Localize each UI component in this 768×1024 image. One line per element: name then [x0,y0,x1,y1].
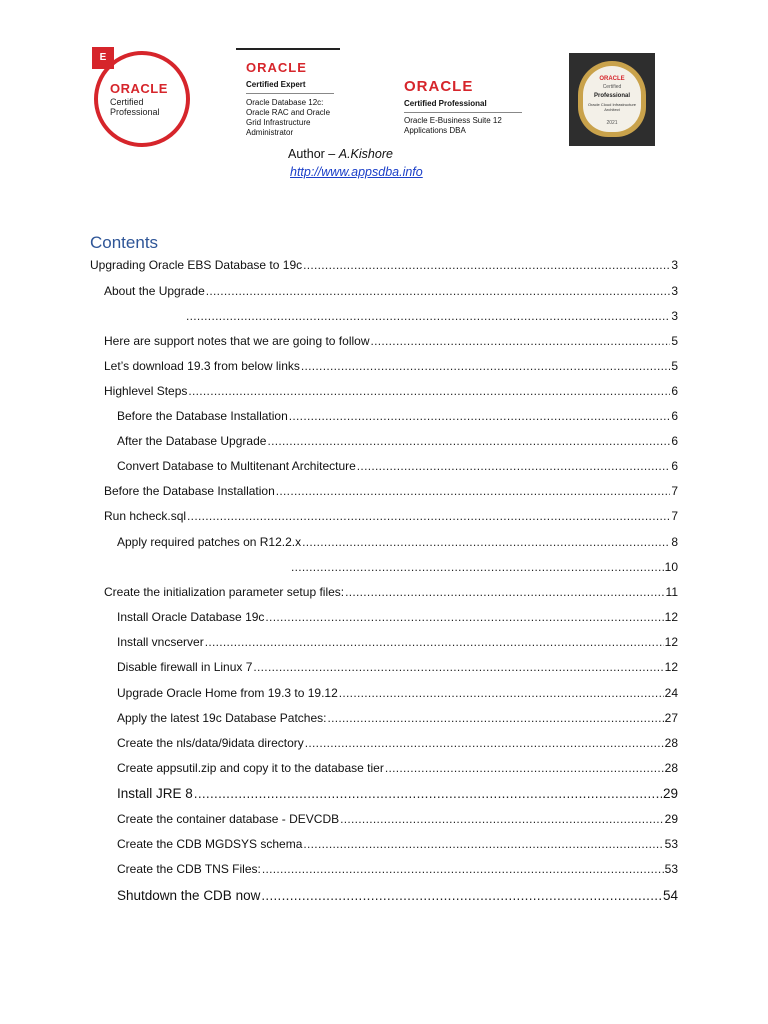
toc-entry[interactable]: ..... 3 [185,309,678,327]
toc-entry[interactable]: Before the Database Installation ..... 6 [117,409,678,427]
toc-entry[interactable]: Apply the latest 19c Database Patches: ..... 27 [117,711,678,729]
oracle-certified-expert-badge [236,48,342,144]
badge-tab: E [92,47,114,69]
toc-entry[interactable]: Let’s download 19.3 from below links ..... 5 [104,359,678,377]
toc-entry[interactable]: After the Database Upgrade ..... 6 [117,434,678,452]
toc-entry[interactable]: Create appsutil.zip and copy it to the database tier ..... 28 [117,761,678,779]
toc-entry[interactable]: Run hcheck.sql ..... 7 [104,509,678,527]
toc-entry[interactable]: Install vncserver ..... 12 [117,635,678,653]
badge-level: Certified Expert [246,80,306,89]
badge-brand: ORACLE [246,60,307,75]
toc-entry[interactable]: About the Upgrade ..... 3 [104,284,678,302]
badge-divider [246,93,334,94]
author-name: A.Kishore [338,147,393,161]
badge-top-bar [236,48,340,50]
toc-entry[interactable]: Upgrading Oracle EBS Database to 19c ..... 3 [90,258,678,276]
badge-description: Oracle Database 12c: Oracle RAC and Oracle Grid Infrastructure Administrator [246,98,331,137]
shield-inner: ORACLE Certified Professional Oracle Cloud Infrastructure Architect 2021 [583,66,641,132]
toc-entry[interactable]: Here are support notes that we are going to follow ..... 5 [104,334,678,352]
toc-entry[interactable]: Create the container database - DEVCDB ..... 29 [117,812,678,830]
toc-entry[interactable]: Before the Database Installation ..... 7 [104,484,678,502]
toc-entry[interactable]: ..... 10 [290,560,678,578]
oracle-ebs-dba-badge [402,78,532,142]
badge-level: Certified Professional [404,99,487,108]
toc-entry[interactable]: Install Oracle Database 19c ..... 12 [117,610,678,628]
oracle-cloud-architect-badge [569,53,655,146]
toc-entry[interactable]: Upgrade Oracle Home from 19.3 to 19.12 ..... 24 [117,686,678,704]
toc-entry[interactable]: Create the initialization parameter setup files: ..... 11 [104,585,678,603]
badge-text: Certified Professional [110,97,160,117]
toc-entry[interactable]: Create the CDB MGDSYS schema ..... 53 [117,837,678,855]
badge-brand: ORACLE [110,81,168,96]
contents-heading: Contents [90,233,159,252]
toc-entry[interactable]: Install JRE 8 ..... 29 [117,786,678,804]
toc-entry[interactable]: Disable firewall in Linux 7 ..... 12 [117,660,678,678]
toc-entry[interactable]: Convert Database to Multitenant Architecture ..... 6 [117,459,678,477]
badge-divider [404,112,522,113]
shield-icon [578,61,646,137]
toc-entry[interactable]: Create the nls/data/9idata directory ..... 28 [117,736,678,754]
toc-entry[interactable]: Shutdown the CDB now ..... 54 [117,888,678,906]
toc-entry[interactable]: Apply required patches on R12.2.x ..... 8 [117,535,678,553]
toc-entry[interactable]: Highlevel Steps ..... 6 [104,384,678,402]
toc-entry[interactable]: Create the CDB TNS Files: ..... 53 [117,862,678,880]
badge-brand: ORACLE [404,78,474,95]
author-line: Author – A.Kishore [288,147,393,161]
website-link[interactable]: http://www.appsdba.info [290,165,423,179]
badge-description: Oracle E-Business Suite 12 Applications DBA [404,116,502,135]
oracle-certified-professional-badge [92,47,188,145]
